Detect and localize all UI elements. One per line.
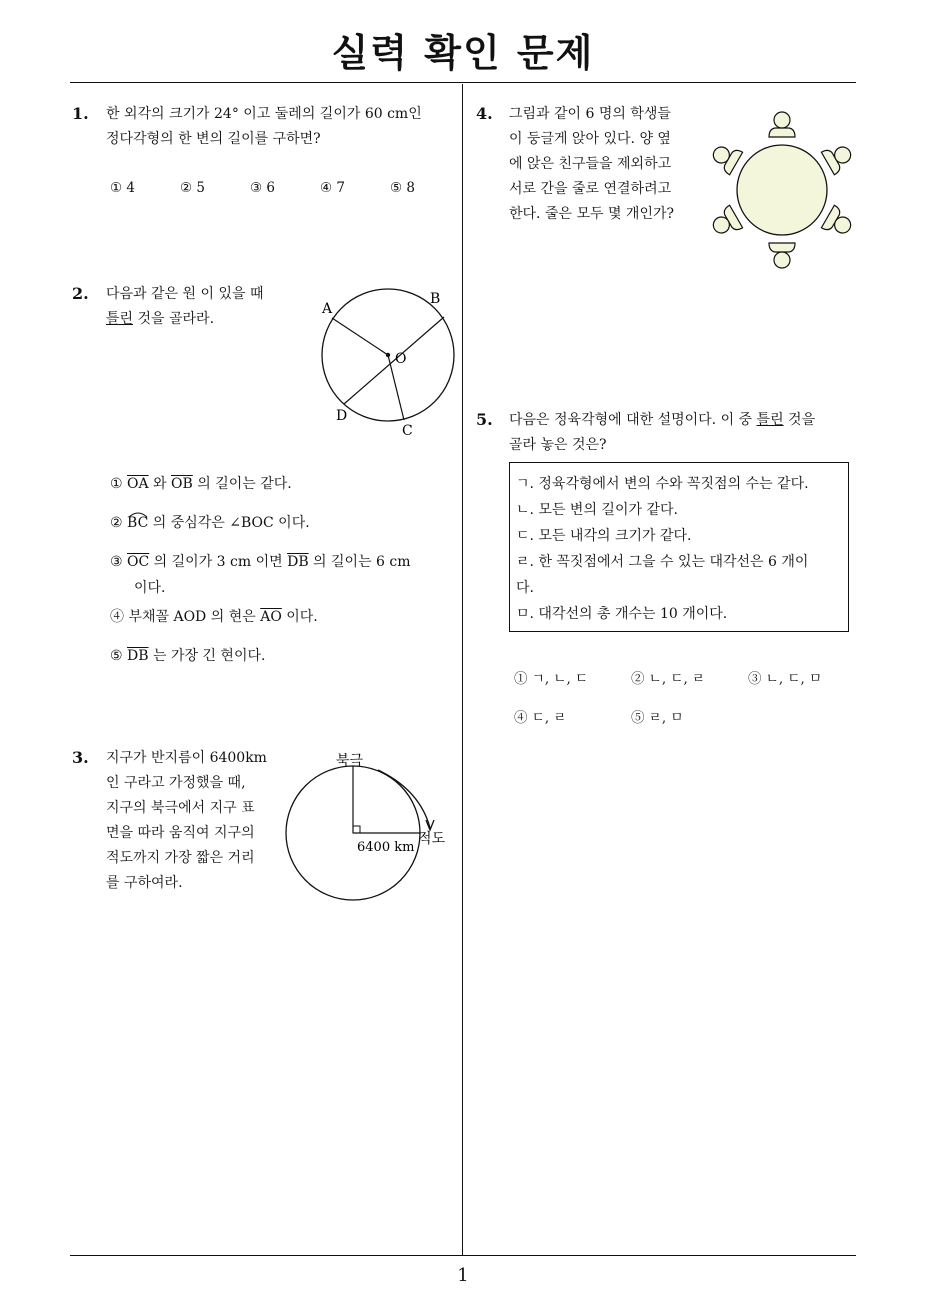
label-o: O — [395, 351, 407, 367]
choice-4[interactable]: ④ ㄷ, ㄹ — [514, 710, 567, 726]
page-number: 1 — [457, 1265, 469, 1286]
header-rule — [70, 82, 856, 83]
right-angle-mark — [353, 826, 360, 833]
student-2 — [821, 140, 856, 175]
question-text: 그림과 같이 6 명의 학생들 이 둥글게 앉아 있다. 양 옆 에 앉은 친구들을 제외하고 서로 간을 줄로 연결하려고 한다. 줄은 모두 몇 개인가? — [509, 106, 674, 222]
choice-5[interactable]: ⑤ ㄹ, ㅁ — [631, 710, 684, 726]
choice-3[interactable]: ③ ㄴ, ㄷ, ㅁ — [748, 671, 823, 687]
option-2[interactable]: ② BC 의 중심각은 ∠BOC 이다. — [110, 512, 310, 532]
statement-4-continued: 다. — [516, 580, 534, 596]
option-3[interactable]: ③ $\overline{OC}$ 의 길이가 3 cm 이면 $\overline{DB}$ 의 길이는 6 cm — [110, 554, 411, 570]
column-divider — [462, 84, 463, 1256]
choice-2[interactable]: ② ㄴ, ㄷ, ㄹ — [631, 671, 706, 687]
label-north-pole: 북극 — [336, 753, 364, 769]
student-1 — [769, 112, 795, 137]
choice-3[interactable]: ③ 6 — [250, 180, 275, 196]
center-point — [386, 353, 390, 357]
statement-5: ㅁ. 대각선의 총 개수는 10 개이다. — [516, 606, 728, 622]
question-number: 5. — [476, 410, 493, 429]
choice-2[interactable]: ② 5 — [180, 180, 205, 196]
earth-figure — [280, 750, 460, 910]
round-table-figure — [704, 104, 860, 276]
option-1[interactable]: ① $\overline{OA}$ 와 $\overline{OB}$ 의 길이는 같다. — [110, 476, 292, 492]
label-a: A — [322, 301, 333, 317]
circle-figure — [310, 280, 470, 440]
option-4[interactable]: ④ 부채꼴 AOD 의 현은 $\overline{AO}$ 이다. — [110, 609, 318, 625]
statement-2: ㄴ. 모든 변의 길이가 같다. — [516, 502, 678, 518]
choice-4[interactable]: ④ 7 — [320, 180, 345, 196]
round-table — [737, 145, 827, 235]
chord-ao — [332, 318, 388, 355]
question-number: 1. — [72, 104, 89, 123]
question-text: 다음은 정육각형에 대한 설명이다. 이 중 틀린 것을 골라 놓은 것은? — [509, 412, 816, 453]
label-equator: 적도 — [418, 831, 446, 847]
choice-1[interactable]: ① 4 — [110, 180, 135, 196]
path-arc — [378, 770, 430, 828]
footer-rule — [70, 1255, 856, 1256]
choice-5[interactable]: ⑤ 8 — [390, 180, 415, 196]
question-text: 한 외각의 크기가 24° 이고 둘레의 길이가 60 cm인 정다각형의 한 변의 길이를 구하면? — [106, 106, 422, 147]
student-3 — [821, 205, 856, 240]
label-d: D — [336, 408, 348, 424]
arrow-head — [426, 820, 434, 830]
option-5[interactable]: ⑤ $\overline{DB}$ 는 가장 긴 현이다. — [110, 648, 266, 664]
statement-3: ㄷ. 모든 내각의 크기가 같다. — [516, 528, 692, 544]
question-text: 지구가 반지름이 6400km 인 구라고 가정했을 때, 지구의 북극에서 지구 표 면을 따라 움직여 지구의 적도까지 가장 짧은 거리 를 구하여라. — [106, 750, 267, 891]
student-5 — [708, 205, 743, 240]
label-b: B — [430, 291, 441, 307]
label-radius: 6400 km — [357, 840, 415, 855]
student-6 — [708, 140, 743, 175]
choice-1[interactable]: ① ㄱ, ㄴ, ㄷ — [514, 671, 589, 687]
statement-1: ㄱ. 정육각형에서 변의 수와 꼭짓점의 수는 같다. — [516, 476, 809, 492]
statement-box — [509, 462, 849, 632]
question-number: 3. — [72, 748, 89, 767]
question-number: 2. — [72, 284, 89, 303]
chord-db — [344, 317, 444, 404]
statement-4: ㄹ. 한 꼭짓점에서 그을 수 있는 대각선은 6 개이 — [516, 554, 809, 570]
label-c: C — [402, 423, 413, 439]
arc-mark — [127, 510, 149, 518]
student-4 — [769, 243, 795, 268]
question-number: 4. — [476, 104, 493, 123]
question-text: 다음과 같은 원 이 있을 때 틀린 것을 골라라. — [106, 286, 264, 327]
page-title: 실력 확인 문제 — [331, 31, 595, 75]
option-3-continued: 이다. — [134, 580, 166, 596]
